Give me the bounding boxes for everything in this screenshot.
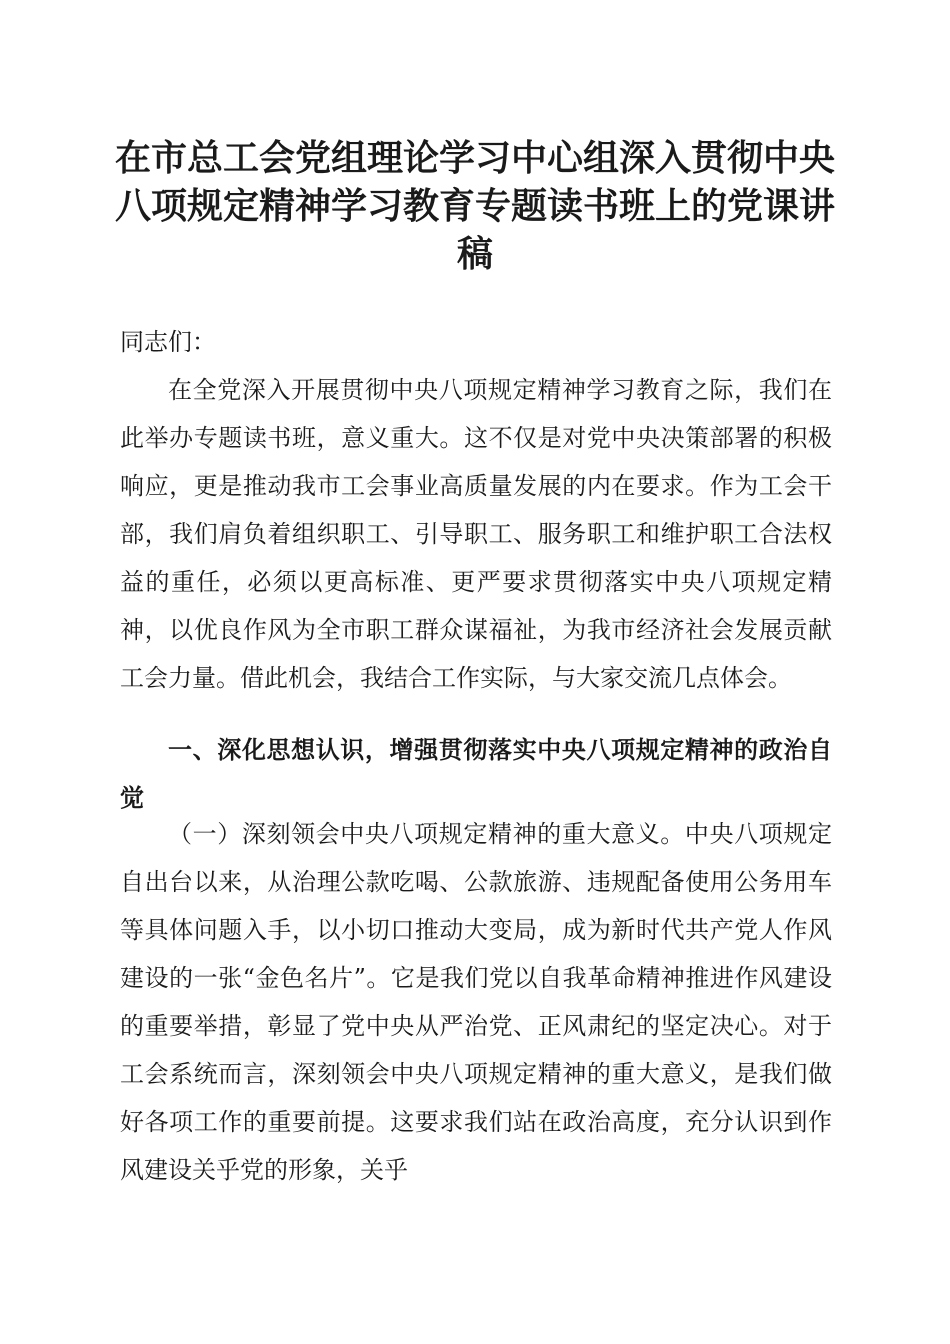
paragraph-section-1-1 — [120, 810, 832, 1194]
section-heading-1 — [120, 726, 832, 822]
section-heading-1-text: 一、深化思想认识，增强贯彻落实中央八项规定精神的政治自觉 — [120, 736, 832, 812]
document-title — [110, 134, 840, 278]
title-line-3: 稿 — [456, 233, 493, 275]
paragraph-intro-text: 在全党深入开展贯彻中央八项规定精神学习教育之际，我们在此举办专题读书班，意义重大。这不仅是对党中央决策部署的积极响应，更是推动我市工会事业高质量发展的内在要求。作为工会干部，我们肩负着组织职工、引导职工、服务职工和维护职工合法权益的重任，必须以更高标准、更严要求贯彻落实中央八项规定精神，以优良作风为全市职工群众谋福祉，为我市经济社会发展贡献工会力量。借此机会，我结合工作实际，与大家交流几点体会。 — [120, 376, 832, 692]
paragraph-section-1-1-text: （一）深刻领会中央八项规定精神的重大意义。中央八项规定自出台以来，从治理公款吃喝、公款旅游、违规配备使用公务用车等具体问题入手，以小切口推动大变局，成为新时代共产党人作风建设的一张“金色名片”。它是我们党以自我革命精神推进作风建设的重要举措，彰显了党中央从严治党、正风肃纪的坚定决心。对于工会系统而言，深刻领会中央八项规定精神的重大意义，是我们做好各项工作的重要前提。这要求我们站在政治高度，充分认识到作风建设关乎党的形象，关乎 — [120, 820, 832, 1184]
salutation — [120, 318, 832, 366]
title-line-2: 八项规定精神学习教育专题读书班上的党课讲 — [114, 185, 835, 227]
salutation-text: 同志们： — [120, 328, 216, 356]
paragraph-intro — [120, 366, 832, 702]
title-line-1: 在市总工会党组理论学习中心组深入贯彻中央 — [114, 137, 835, 179]
